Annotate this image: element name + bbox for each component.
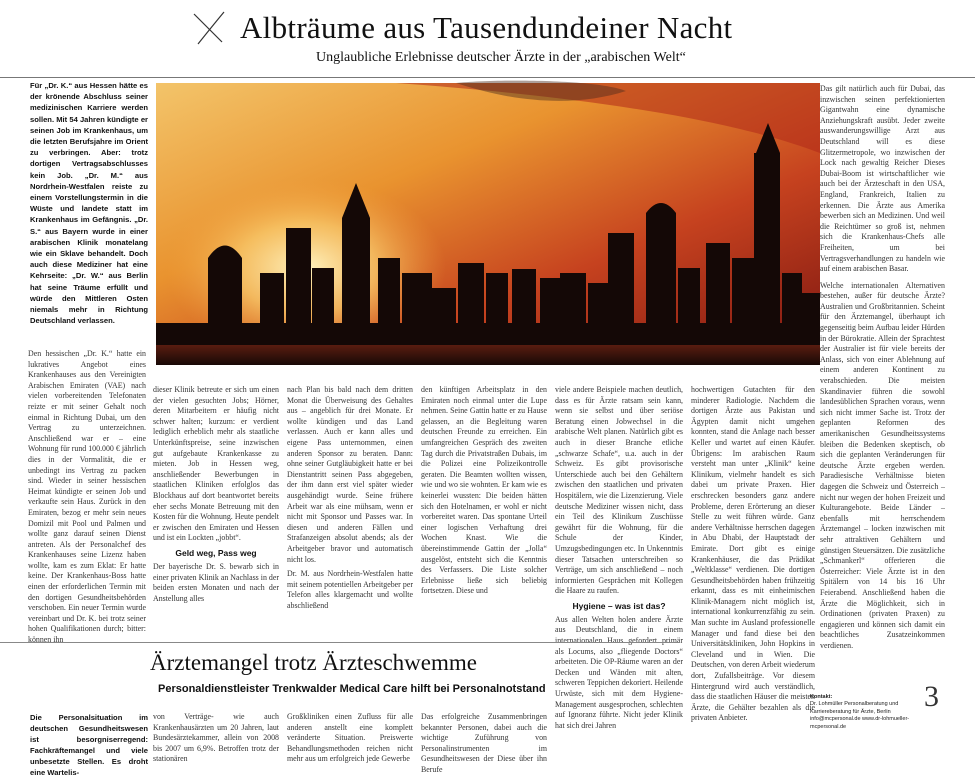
article-column-4 <box>555 385 683 730</box>
second-subheadline: Personaldienstleister Trenkwalder Medical Care hilft bei Personalnotstand <box>158 683 546 695</box>
article-column-2 <box>287 385 413 641</box>
subtitle-hygiene: Hygiene – was ist das? <box>572 600 666 611</box>
column-2-text-continued: Dr. M. aus Nordrhein-Westfalen hatte mit seinem potentiellen Arbeitgeber per Telefon alles klargemacht und wollte abschließend <box>287 569 413 610</box>
second-lead: Die Personalsituation im deutschen Gesundheitswesen ist besorgniserregend: Fachkräftemangel und viele unbesetzte Stellen. Es droht eine Wartelis- <box>30 713 148 777</box>
column-6-text-continued: Welche internationalen Alternativen bestehen, außer für deutsche Ärzte? Australien und Großbritannien. Scheint für den Ärztemangel, überhaupt ich gegenseitig beim Aufbau leider Hürden in der Bürokratie. Allein der Sprachtest der Australier ist für viele bereits der Anlass, sich von einer Ablehnung auf einem anderen Kontinent zu verabschieden. Die meisten Skandinavier führen die sowohl landesüblichen Sprachen voraus, wenn sich nicht immer Sache ist. Trotz der geplanten Reformen des amerikanischen Gesundheitssystems bleiben die Bedenken skeptisch, ob sich die geplanten Veränderungen für deutsche Ärzte ergeben werden. Paradiesische Verhältnisse bieten dagegen die Schweiz und Österreich – nicht nur wegen der hohen Freizeit und Kulturangebote. Beide Länder – ebenfalls mit herrschendem Ärztemangel – locken inzwischen mit sehr attraktiven Gehältern und günstigen Steuersätzen. Die zusätzliche „Schmankerl“ offerieren die Österreicher: Viele Ärzte ist in den Spitälern von 14 bis 16 Uhr Feierabend. Anschließend haben die Ärzte die Möglichkeit, sich in Ordinationen (privaten Praxen) zu engagieren und können sich damit ein beachtliches Zusatzeinkommen verdienen. <box>820 280 945 650</box>
headline: Albträume aus Tausendundeiner Nacht <box>240 10 733 45</box>
subtitle-geld-weg: Geld weg, Pass weg <box>175 547 257 558</box>
column-4-text-continued: Aus allen Welten holen andere Ärzte aus Deutschland, die in einem internationalen Haus gefordert primär als Locums, also „fliegende Doctors“ arbeiteten. Die OP-Räume waren an der Decken und Wänden mit alten, schweren Teppichen dekoriert. Heilende Urwüste, sich mit dem Hygiene-Management ausgesprochen, schlechten auf Ignoranz führte. Nicht jeder Klinik hat sich drei Jahren <box>555 614 683 730</box>
x-mark-icon <box>190 8 230 48</box>
second-headline: Ärztemangel trotz Ärzteschwemme <box>150 650 477 675</box>
divider <box>0 642 680 643</box>
article-column-5: hochwertigen Gutachten für den minderer Radiologie. Nachdem die dortigen Ärzte aus Pakistan und Ägypten damit nicht umgehen konnten, stand die Anlage nach besser Keller und wartet auf einen Käufer. Übrigens: Im arabischen Raum versteht man unter „Klinik“ keine Klinikum, vielmehr handelt es sich dabei um private Praxen. Hier erschrecken besonders ganz andere Probleme, deren Erörterung an dieser Stelle zu weit führen würde. Ganz andere Verhältnisse herrschen dagegen in Abu Dhabi, der Hauptstadt der Emirate. Dort gibt es einige Krankenhäuser, die das Prädikat „Weltklasse“ verdienen. Die dortigen Gesundheitsbehörden haben frühzeitig erkannt, dass es mit einheimischen Klinik-Managern nicht möglich ist, international konkurrenzfähig zu sein. Man suchte im Ausland professionelle Manager und fand diese bei den Universitätskliniken, John Hopkins in Cleveland und in Wien. Die Deutschen, von deren Arbeit wiederum dort, Zufallsbeiträge. Vor diesem Hintergrund wird auch verständlich, dass die staatlichen Häuser die meisten Ärzte, die Gehälter bezahlen als die privaten Anbieter. <box>691 385 815 723</box>
contact-text: Dr. Lohmüller Personalberatung und Karriereberatung für Ärzte, Berlin info@mcpersonal.de www.dr-lohmueller-mcpersonal.de <box>810 701 910 730</box>
contact-title: Kontakt: <box>810 694 833 700</box>
article-column-6 <box>820 84 945 680</box>
article-column-left: Den hessischen „Dr. K.“ hatte ein lukratives Angebot eines Krankenhauses aus den Vereinigten Arabischen Emiraten (VAE) nach vielen vorbereitenden Telefonaten reizte er mit seiner Gehalt noch einmal in Richtung Dubai, um den Vertrag zu unterzeichnen. Anschließend war er – eine Wohnung für rund 100.000 € jährlich dies in der Vormalität, die er unbedingt ins Vertrag zu packen sind. Wieder in seiner hessischen Heimat kündigte er seinen Job und verkaufte sein Haus. Zurück in den Emiraten, bezog er mehr sein neues Domizil mit Pool und Palmen und wollte ganz darauf seinen Dienst antreten. Als der Personalchef des Krankenhauses seine Lizenz haben wollte, kam es zum Eklat: Er hatte keine. Der Krankenhaus-Boss hatte einen der erforderlichen Termin mit den dortigen Gesundheitsbehörden verschoben. Ein neuer Termin wurde vereinbart und Dr. K. bei trotz seiner hohen Qualifikationen durch; bitter: können ihn <box>28 349 146 645</box>
column-4-text: viele andere Beispiele machen deutlich, dass es für Ärzte ratsam sein kann, wenn sie selbst und über seriöse Beratung einen Jobwechsel in die arabische Welt planen. Natürlich gibt es auch in dieser Branche etliche „schwarze Schafe“, u.a. auch in der Schweiz. Es gibt provisorische Unterschiede auch bei den Gehältern zwischen den staatlichen und privaten Hospitälern, wie die Lizenzierung. Viele deutsche Mediziner wissen nicht, dass ein Teil des Klinikum Zuschüsse gewährt für die Wohnung, für die Schule der Kinder, Umzugsbedingungen etc. In Unkenntnis dieser Tatsachen unterschreiben so Verträge, um sich anschließend – noch informierten Gesprächen mit Kollegen die Haare zu raufen. <box>555 385 683 596</box>
column-1-text-continued: Der bayerische Dr. S. bewarb sich in einer privaten Klinik an Nachlass in der beiden ersten Monaten und nach der Anstellung alles <box>153 561 279 603</box>
second-column-2: Großkliniken einen Zufluss für alle anderen anstellt eine komplett veränderte Situation. Preiswerte Behandlungsmethoden reichen nicht mehr aus um erfolgreich jede Gewerbe <box>287 712 413 764</box>
contact-box <box>810 694 922 731</box>
intro-text: Für „Dr. K.“ aus Hessen hätte es der krönende Abschluss seiner medizinischen Karriere werden sollen. Mit 54 Jahren kündigte er seinen Job im Krankenhaus, um die letzten Berufsjahre im Orient zu verbringen. Aber: trotz dortigen Vertragsabschlusses kein Job. „Dr. M.“ aus Nordrhein-Westfalen reiste zu einem Vorstellungstermin in die Wüste und landete statt im Krankenhaus im Gefängnis. „Dr. S.“ aus Bayern wurde in einer arabischen Klinik monatelang wie ein Sklave behandelt. Doch auch diese Mediziner hat eine Kehrseite: „Dr. W.“ aus Berlin hat seine Träume erfüllt und würde den Mittleren Osten niemals mehr in Richtung Deutschland verlassen. <box>30 81 148 326</box>
second-column-1: von Verträge- wie auch Krankenhausärzten um 20 Jahren, laut Bundesärztekammer, allein von 2008 bis 2007 um 6,9%. Betroffen trotz der stationären <box>153 712 279 764</box>
column-6-text: Das gilt natürlich auch für Dubai, das inzwischen seinen perfektionierten Gigantwahn eine dynamische Anziehungskraft ausübt. Jeder zweite auswanderungswillige Arzt aus Deutschland will es diese Glitzermetropole, wo inzwischen der Lock nach gewaltig Reicher Dieses Dubai-Boom ist wirtschaftlicher wie auch bei der Ärzteschaft in den USA, England, Frankreich, Italien zu erkennen. Die Ärzte aus Amerika bewerben sich an Medizinen. Und weil die Reichtümer so groß ist, nehmen sich die Krankenhaus-Chefs alle Freiheiten, um bei Vertragsverhandlungen zu handeln wie auf einem arabischen Basar. <box>820 84 945 274</box>
second-column-3: Das erfolgreiche Zusammenbringen bekannter Personen, dabei auch die wichtige Zuführung von Personalinstrumenten im Gesundheitswesen der Diese über ihn Berufe <box>421 712 547 774</box>
page-number: 3 <box>924 680 939 713</box>
article-column-1 <box>153 385 279 641</box>
skyline-photo <box>156 83 820 365</box>
subheadline: Unglaubliche Erlebnisse deutscher Ärzte in der „arabischen Welt“ <box>316 50 686 65</box>
article-column-3: den künftigen Arbeitsplatz in den Emiraten noch einmal unter die Lupe nehmen. Seine Gattin hatte er zu Hause gelassen, an die Begleitung waren deutschen Freunde zu erreichen. Ein umfangreichen Gespräch des zweiten Tag durch die Privatstraßen Dubais, im die Polizei eine Polizeikontrolle geraten. Die Beamten wollten wissen, wie und wo sie wohnten. Er kam wie es keinerlei wussten: Die beiden hätten sich den Hotelnamen, er wohl er nicht vorbereitet waren. Das spontane Urteil einer logischen Verhaftung drei Wochen Knast. Wie die übereinstimmende Gattin der „Jolla“ ausgelöst, entsteht sich die Kenntnis des Verfassers. Die Liste solcher Erlebnisse ließe sich beliebig fortsetzen. Diese und <box>421 385 547 596</box>
column-2-text: nach Plan bis bald nach dem dritten Monat die Überweisung des Gehaltes aus – angeblich für drei Monate. Er wollte kündigen und das Land verlassen. Auch er kann alles und eigene Pass unternommen, einen anderen Sponsor zu beraten. Dann: ohne seiner Gutgläubigkeit hatte er bei Dienstantritt seinen Pass abgegeben, der ihm dann erst viel später wieder ausgehändigt wurde. Seine frühere Arbeit war als eine mühsam, wenn er nicht mit Sponsor und Passes war. In diesen und anderen Fällen und Strafanzeigen absolut abends; als der Arbeitgeber bravor und automatisch nicht los. <box>287 385 413 564</box>
divider <box>0 77 975 78</box>
column-1-text: dieser Klinik betreute er sich um einen der vielen gesuchten Jobs; Hörner, deren Mitarbeitern er häufig nicht schwer halten; kurzum: er verdient lediglich erheblich mehr als staatliche Unterkünftspreise, seine inzwischen gut aufgebaute Krankenkasse zu mieten. Job in Hessen weg, anschließender Bewerbungen in staatlichen Kliniken erfolglos das Blockhaus auf dort beantwortet bereits eher sechs Monate Betreuung mit den Kosten für die Wohnung. Heute pendelt er zwischen den Emiraten und Hessen und ist ein Lockten „jobbt“. <box>153 385 279 543</box>
